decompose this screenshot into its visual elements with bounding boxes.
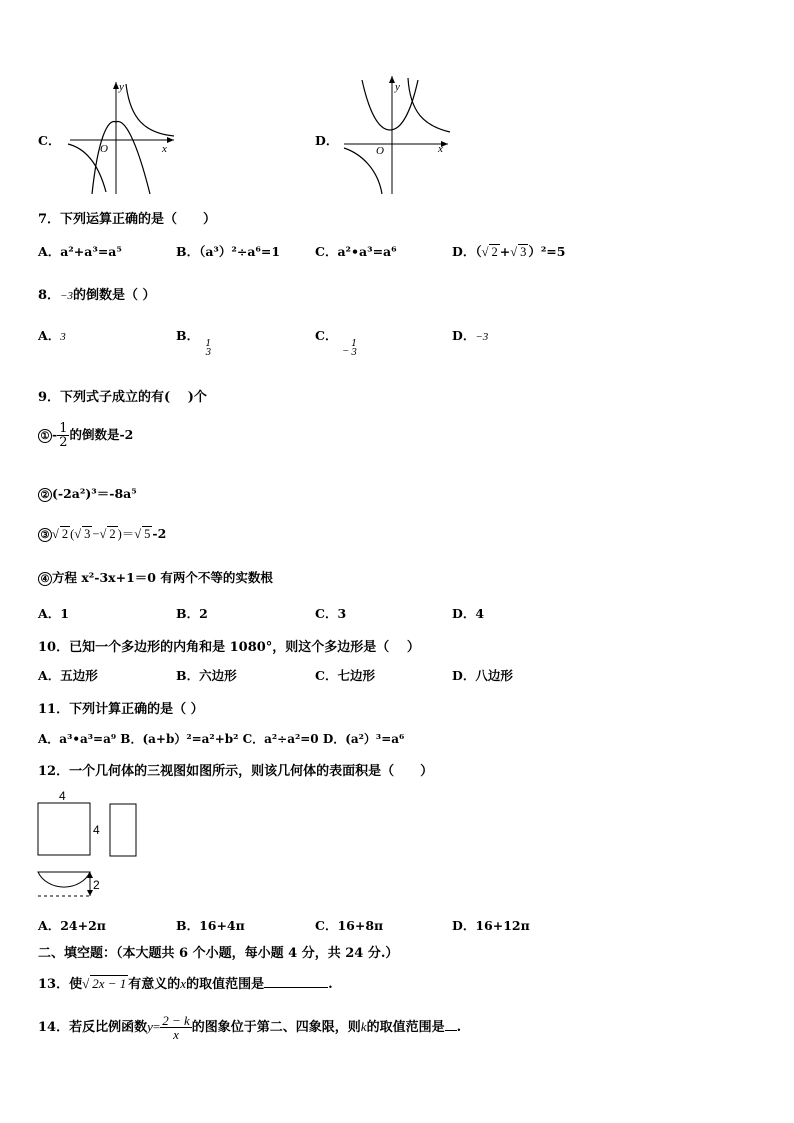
q14-answer-blank[interactable] (445, 1029, 457, 1031)
q13-prefix: 13．使 (38, 977, 83, 992)
q12-three-view-diagram (34, 786, 114, 906)
q8-stem-prefix: 8． (38, 288, 61, 303)
q13-suffix: 的取值范围是 (186, 977, 265, 992)
q6c-x-label: x (162, 143, 167, 155)
q12-option-a[interactable]: A．24+2π (38, 918, 106, 933)
q6-graph-c (64, 78, 184, 196)
q8b-fraction (203, 340, 213, 358)
q8c-label: C． (315, 328, 338, 343)
q9i1-text: 的倒数是-2 (69, 427, 134, 442)
q13-stem: 13．使√ 2x − 1 有意义的x的取值范围是 . (38, 976, 333, 992)
q9-item-2-mark: ② (38, 488, 52, 502)
q9i3-rad1: 2 (61, 527, 69, 541)
q8c-fraction (349, 340, 359, 358)
q9-item-4 (38, 568, 273, 586)
q7-option-a[interactable]: A．a²+a³=a⁵ (38, 244, 122, 259)
q11-stem: 11．下列计算正确的是（ ） (38, 702, 204, 717)
q14-suffix: 的取值范围是 (366, 1020, 445, 1035)
q8d-value: −3 (475, 331, 489, 343)
q10-option-c[interactable]: C．七边形 (315, 668, 375, 683)
q10-option-a[interactable]: A．五边形 (38, 668, 98, 683)
q12-dim-arc: 2 (93, 878, 100, 892)
q10-stem: 10．已知一个多边形的内角和是 1080°，则这个多边形是（ ） (38, 640, 420, 655)
q13-mid: 有意义的 (128, 977, 181, 992)
q7d-prefix: D．（ (452, 244, 482, 259)
q12-dim-top: 4 (59, 789, 66, 803)
q8c-sign: − (341, 345, 350, 357)
section-2-title: 二、填空题：（本大题共 6 个小题，每小题 4 分，共 24 分.） (38, 946, 399, 961)
q12-option-d[interactable]: D．16+12π (452, 918, 530, 933)
q7d-plus: + (499, 244, 511, 259)
q9-item-1-mark: ① (38, 429, 52, 443)
q7-stem: 7．下列运算正确的是（ ） (38, 212, 217, 227)
q9i3-rad3: 2 (109, 527, 116, 541)
q9-option-c[interactable]: C．3 (315, 606, 347, 621)
q9-item-3-mark: ③ (38, 528, 52, 542)
q7-option-b[interactable]: B．（a³）²÷a⁶=1 (176, 244, 281, 259)
q6-option-c-label[interactable]: C． (38, 133, 61, 148)
q12-side-view (106, 800, 142, 860)
q6-graph-d (340, 72, 460, 196)
q10-option-d[interactable]: D．八边形 (452, 668, 513, 683)
q6c-origin-label: O (100, 143, 108, 155)
q8d-label: D． (452, 328, 476, 343)
q9i1-den: 2 (59, 435, 68, 450)
q9-option-d[interactable]: D．4 (452, 606, 485, 621)
q14-k: k (360, 1019, 367, 1034)
q9-item-3: ③ √ 2 (√ 3 −√ 2 )＝√ 5 -2 (38, 524, 166, 542)
q8-option-b[interactable] (176, 326, 213, 358)
q12-dim-side: 4 (93, 823, 100, 837)
q14-end: . (456, 1020, 462, 1035)
q8c-den: 3 (351, 347, 357, 358)
q6d-y-label: y (395, 81, 400, 93)
q9-item-2 (38, 484, 137, 502)
q9i2-text: (-2a²)³＝-8a⁵ (52, 486, 137, 501)
q7d-radicand-2: 3 (520, 245, 527, 259)
q9i3-eq: )＝ (117, 527, 135, 541)
q9i1-fraction (57, 422, 69, 449)
q8b-label: B． (176, 328, 200, 343)
q7d-suffix: ）²=5 (528, 244, 566, 259)
q8-option-d[interactable] (452, 326, 488, 344)
q9-stem: 9．下列式子成立的有( )个 (38, 390, 207, 405)
q8b-den: 3 (205, 347, 212, 358)
q8a-value: 3 (60, 331, 66, 343)
q9i3-lparen: ( (70, 527, 75, 541)
q13-answer-blank[interactable] (264, 986, 328, 988)
q9i4-text: 方程 x²-3x+1＝0 有两个不等的实数根 (52, 570, 273, 585)
q14-prefix: 14．若反比例函数 (38, 1020, 148, 1035)
q9i3-minus: − (92, 527, 100, 541)
q9-item-4-mark: ④ (38, 572, 52, 586)
q9i1-num: 1 (59, 421, 68, 436)
q13-radicand: 2x − 1 (92, 976, 127, 991)
q9-option-a[interactable]: A．1 (38, 606, 69, 621)
q14-y: y (147, 1019, 153, 1034)
q11-options[interactable]: A．a³•a³=a⁹ B．(a+b）²=a²+b² C．a²÷a²=0 D．(a²）³=a⁶ (38, 732, 405, 746)
q6c-y-label: y (119, 81, 124, 93)
q8-stem-math: −3 (60, 290, 73, 302)
q8-stem (38, 284, 156, 303)
q6d-origin-label: O (376, 145, 384, 157)
q12-stem: 12．一个几何体的三视图如图所示，则该几何体的表面积是（ ） (38, 764, 434, 779)
q14-num: 2 − k (162, 1013, 190, 1028)
q8-stem-suffix: 的倒数是（ ） (72, 288, 156, 303)
q13-var: x (180, 976, 187, 991)
q9-item-1 (38, 422, 133, 449)
q14-stem (38, 1014, 461, 1041)
q14-eq: = (152, 1019, 161, 1034)
q6-option-d-label[interactable]: D． (315, 133, 339, 148)
q14-mid: 的图象位于第二、四象限，则 (191, 1020, 361, 1035)
q12-option-b[interactable]: B．16+4π (176, 918, 245, 933)
q7-option-d[interactable]: D．（√ 2 +√ 3 ）²=5 (452, 244, 566, 259)
q8-option-a[interactable] (38, 326, 66, 344)
q6d-x-label: x (438, 143, 443, 155)
q14-den: x (173, 1027, 179, 1042)
q8a-label: A． (38, 328, 61, 343)
q8c-num: 1 (351, 338, 357, 349)
q9i1-sign: - (52, 427, 58, 442)
q12-option-c[interactable]: C．16+8π (315, 918, 384, 933)
q14-fraction (160, 1014, 192, 1041)
q9i3-rad2: 3 (84, 527, 91, 541)
q8b-num: 1 (205, 338, 212, 349)
q13-end: . (328, 977, 333, 992)
q9-option-b[interactable]: B．2 (176, 606, 208, 621)
q10-option-b[interactable]: B．六边形 (176, 668, 237, 683)
q7-option-c[interactable]: C．a²•a³=a⁶ (315, 244, 397, 259)
q7d-radicand-1: 2 (491, 245, 498, 259)
q8-option-c[interactable] (315, 326, 359, 358)
q9i3-rad4: 5 (144, 527, 151, 541)
q9i3-end: -2 (152, 526, 167, 541)
